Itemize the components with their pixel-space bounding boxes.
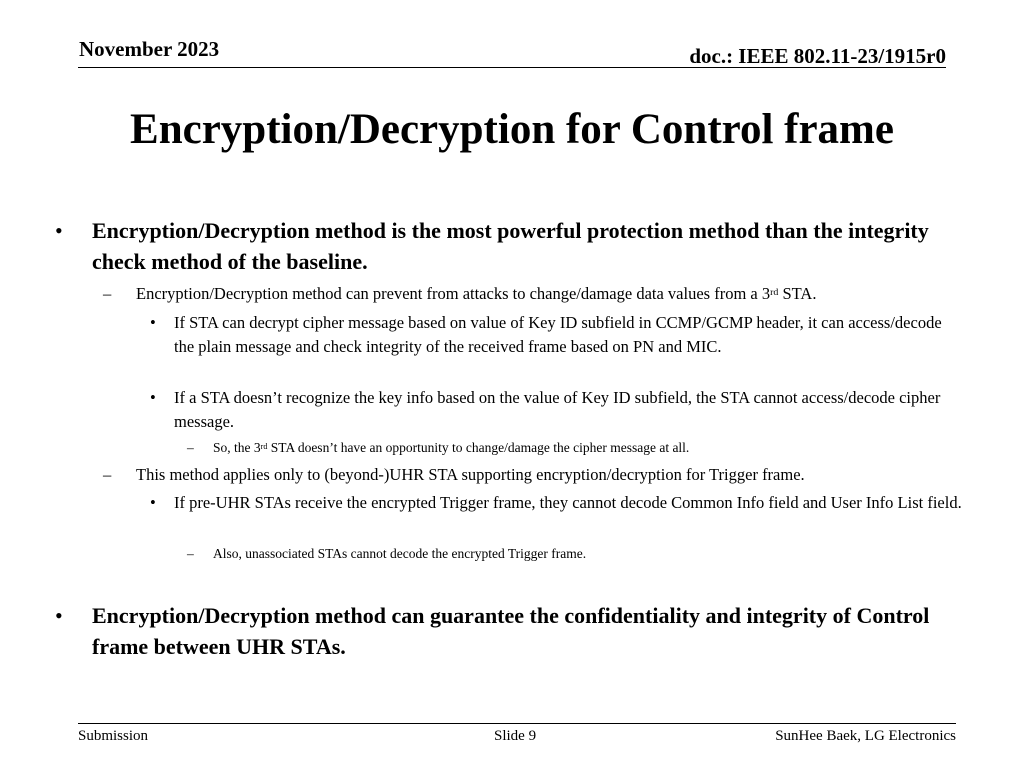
footer-author: SunHee Baek, LG Electronics <box>775 728 956 744</box>
bullet-marker: • <box>55 218 63 243</box>
dash-marker: – <box>187 546 194 561</box>
dash-marker: – <box>103 284 112 303</box>
bullet-1-text: Encryption/Decryption method is the most powerful protection method than the integrity check method of the baseline. <box>92 218 929 274</box>
bullet-1 <box>55 215 962 277</box>
bullet-1-1-2-1-text: So, the 3rd STA doesn’t have an opportunity to change/damage the cipher message at all. <box>213 440 690 455</box>
footer-submission: Submission <box>78 728 149 744</box>
bullet-1-2-1 <box>150 491 964 515</box>
bullet-1-1-2-1 <box>187 438 913 458</box>
bullet-marker: • <box>55 603 63 628</box>
bullet-1-2-text: This method applies only to (beyond-)UHR STA supporting encryption/decryption for Trigger frame. <box>136 465 805 484</box>
bullet-2 <box>55 600 962 662</box>
bullet-1-2-1-1 <box>187 544 913 564</box>
header-doc-number: doc.: IEEE 802.11-23/1915r0 <box>689 44 946 68</box>
dash-marker: – <box>187 440 194 455</box>
bullet-marker: • <box>150 493 156 512</box>
bullet-1-1-1 <box>150 311 964 359</box>
bullet-1-1 <box>103 282 976 306</box>
bullet-marker: • <box>150 388 156 407</box>
header-date: November 2023 <box>79 37 220 61</box>
bullet-1-1-1-text: If STA can decrypt cipher message based on value of Key ID subfield in CCMP/GCMP header, it can access/decode the plain message and check integrity of the received frame based on PN and MIC. <box>174 313 942 356</box>
bullet-1-1-2 <box>150 386 964 434</box>
bullet-1-1-text: Encryption/Decryption method can prevent from attacks to change/damage data values from a 3rd STA. <box>136 284 817 303</box>
bullet-2-text: Encryption/Decryption method can guarantee the confidentiality and integrity of Control frame between UHR STAs. <box>92 603 930 659</box>
superscript-rd: rd <box>260 441 268 451</box>
bullet-marker: • <box>150 313 156 332</box>
bullet-1-1-2-text: If a STA doesn’t recognize the key info based on the value of Key ID subfield, the STA cannot access/decode cipher message. <box>174 388 941 431</box>
bullet-1-2-1-text: If pre-UHR STAs receive the encrypted Trigger frame, they cannot decode Common Info field and User Info List field. <box>174 493 962 512</box>
dash-marker: – <box>103 465 112 484</box>
superscript-rd: rd <box>770 286 779 298</box>
bullet-1-2 <box>103 463 976 487</box>
footer-slide-number: Slide 9 <box>494 728 537 744</box>
bullet-1-2-1-1-text: Also, unassociated STAs cannot decode the encrypted Trigger frame. <box>213 546 587 561</box>
footer-divider <box>78 723 956 724</box>
slide-title: Encryption/Decryption for Control frame <box>130 106 894 153</box>
